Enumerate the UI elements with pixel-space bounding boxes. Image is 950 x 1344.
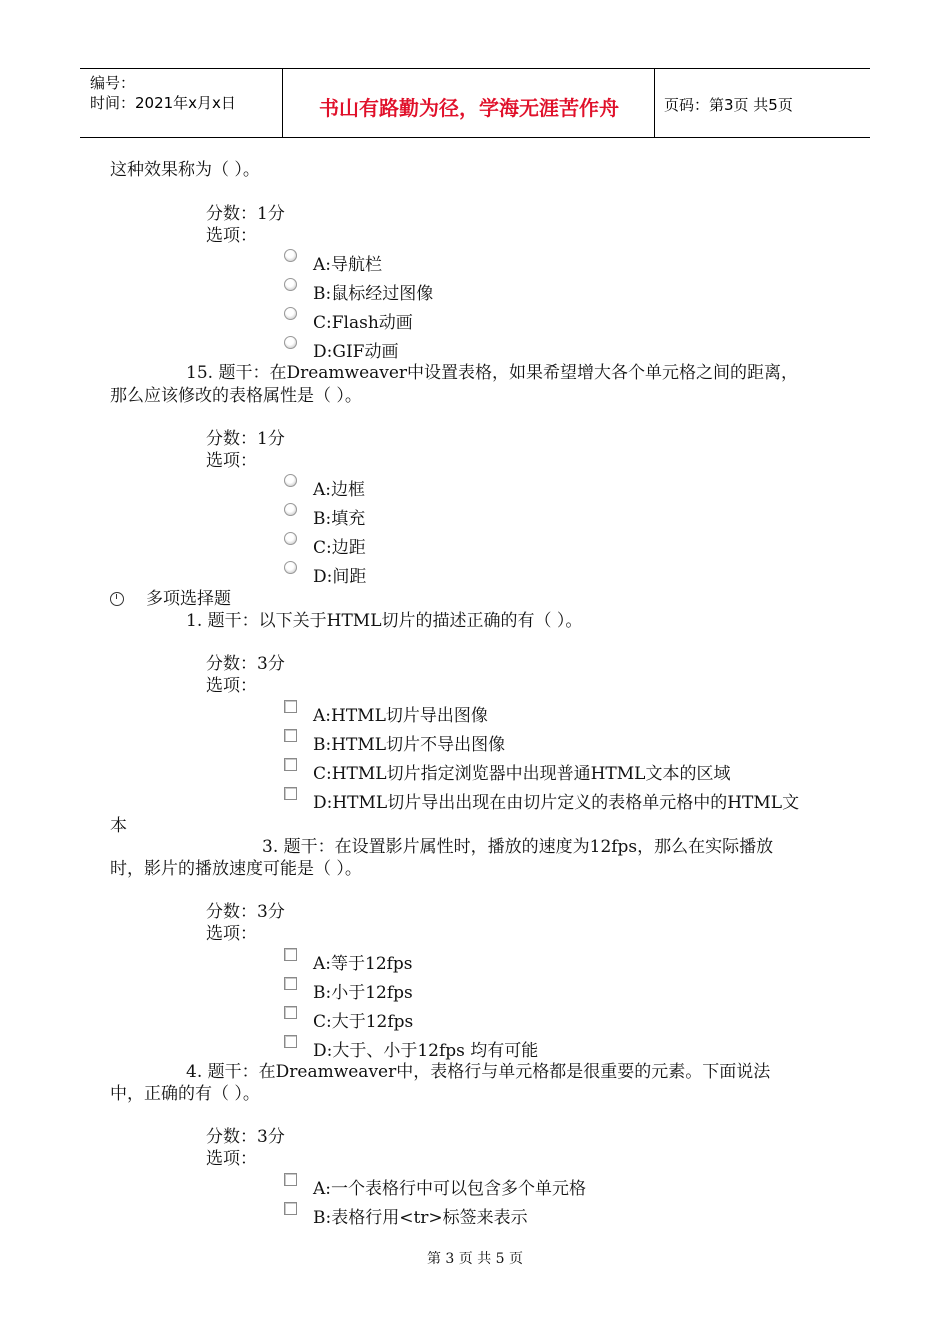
header-page-code: 页码：第3页 共5页 bbox=[664, 96, 793, 114]
m1-option-b-checkbox[interactable] bbox=[284, 729, 297, 742]
m3-stem-line2: 时，影片的播放速度可能是（ ）。 bbox=[110, 859, 362, 879]
q15-options-label: 选项： bbox=[206, 451, 257, 471]
m3-option-c-checkbox[interactable] bbox=[284, 1006, 297, 1019]
q15-option-b-radio[interactable] bbox=[284, 503, 297, 516]
q15-option-a-radio[interactable] bbox=[284, 474, 297, 487]
m1-options-label: 选项： bbox=[206, 676, 257, 696]
m1-option-a-checkbox[interactable] bbox=[284, 700, 297, 713]
q15-stem-line2: 那么应该修改的表格属性是（ ）。 bbox=[110, 386, 362, 406]
m1-option-c: C:HTML切片指定浏览器中出现普通HTML文本的区域 bbox=[313, 764, 731, 784]
m1-option-d-checkbox[interactable] bbox=[284, 787, 297, 800]
q14-option-b: B:鼠标经过图像 bbox=[313, 284, 434, 304]
m3-option-a-checkbox[interactable] bbox=[284, 948, 297, 961]
header-number: 编号： bbox=[90, 74, 136, 92]
m1-option-d-wrap: 本 bbox=[110, 816, 127, 836]
q14-option-c-radio[interactable] bbox=[284, 307, 297, 320]
m3-option-d-checkbox[interactable] bbox=[284, 1035, 297, 1048]
m3-option-c: C:大于12fps bbox=[313, 1012, 414, 1032]
m4-option-b: B:表格行用<tr>标签来表示 bbox=[313, 1208, 528, 1228]
page-footer: 第 3 页 共 5 页 bbox=[426, 1251, 524, 1267]
q15-option-a: A:边框 bbox=[313, 480, 366, 500]
q15-option-d-radio[interactable] bbox=[284, 561, 297, 574]
header-meta bbox=[90, 73, 236, 113]
m4-stem-line1: 4. 题干：在Dreamweaver中，表格行与单元格都是很重要的元素。下面说法 bbox=[186, 1062, 771, 1082]
m1-stem: 1. 题干：以下关于HTML切片的描述正确的有（ ）。 bbox=[186, 611, 583, 631]
q15-stem-line1: 15. 题干：在Dreamweaver中设置表格，如果希望增大各个单元格之间的距离， bbox=[186, 363, 799, 383]
m3-options-label: 选项： bbox=[206, 924, 257, 944]
m1-option-b: B:HTML切片不导出图像 bbox=[313, 735, 506, 755]
q14-option-d: D:GIF动画 bbox=[313, 342, 399, 362]
q14-options-label: 选项： bbox=[206, 226, 257, 246]
m1-score: 分数：3分 bbox=[206, 654, 285, 674]
m3-option-b: B:小于12fps bbox=[313, 983, 413, 1003]
q14-option-d-radio[interactable] bbox=[284, 336, 297, 349]
m1-option-d: D:HTML切片导出出现在由切片定义的表格单元格中的HTML文 bbox=[313, 793, 800, 813]
q15-option-c: C:边距 bbox=[313, 538, 366, 558]
q15-option-d: D:间距 bbox=[313, 567, 367, 587]
q14-score: 分数：1分 bbox=[206, 204, 285, 224]
q14-option-c: C:Flash动画 bbox=[313, 313, 413, 333]
m3-option-d: D:大于、小于12fps 均有可能 bbox=[313, 1041, 539, 1061]
m4-score: 分数：3分 bbox=[206, 1127, 285, 1147]
section-title: 多项选择题 bbox=[146, 589, 231, 609]
q14-option-a: A:导航栏 bbox=[313, 255, 383, 275]
m4-options-label: 选项： bbox=[206, 1149, 257, 1169]
m1-option-c-checkbox[interactable] bbox=[284, 758, 297, 771]
q14-option-a-radio[interactable] bbox=[284, 249, 297, 262]
page-header bbox=[80, 68, 870, 138]
m1-option-a: A:HTML切片导出图像 bbox=[313, 706, 488, 726]
m3-option-a: A:等于12fps bbox=[313, 954, 413, 974]
m3-stem-line1: 3. 题干：在设置影片属性时，播放的速度为12fps，那么在实际播放 bbox=[262, 837, 774, 857]
m4-option-b-checkbox[interactable] bbox=[284, 1202, 297, 1215]
q15-option-b: B:填充 bbox=[313, 509, 366, 529]
header-time: 时间：2021年x月x日 bbox=[90, 94, 236, 112]
question-continuation: 这种效果称为（ ）。 bbox=[110, 160, 260, 180]
q15-score: 分数：1分 bbox=[206, 429, 285, 449]
q14-option-b-radio[interactable] bbox=[284, 278, 297, 291]
m4-stem-line2: 中，正确的有（ ）。 bbox=[110, 1084, 260, 1104]
m4-option-a-checkbox[interactable] bbox=[284, 1173, 297, 1186]
m3-score: 分数：3分 bbox=[206, 902, 285, 922]
m4-option-a: A:一个表格行中可以包含多个单元格 bbox=[313, 1179, 587, 1199]
header-motto: 书山有路勤为径，学海无涯苦作舟 bbox=[319, 96, 619, 120]
m3-option-b-checkbox[interactable] bbox=[284, 977, 297, 990]
q15-option-c-radio[interactable] bbox=[284, 532, 297, 545]
clock-icon bbox=[110, 592, 124, 606]
